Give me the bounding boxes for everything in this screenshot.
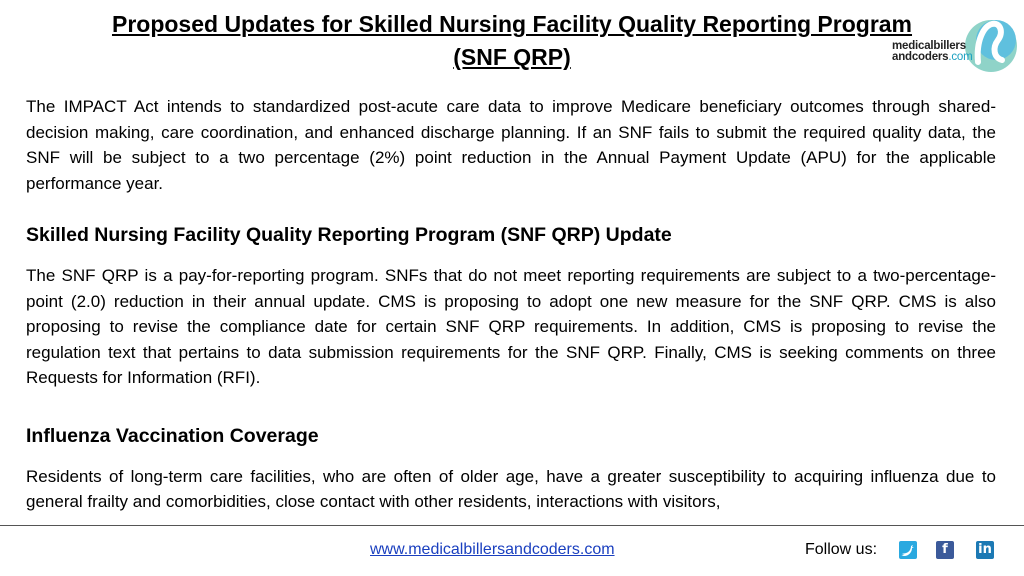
logo-wordmark	[892, 41, 972, 63]
logo-line1: medicalbillers	[892, 40, 966, 52]
logo-suffix: .com	[948, 51, 973, 63]
influenza-paragraph: Residents of long-term care facilities, who are often of older age, have a greater susceptibility to acquiring influenza due to general frailty and comorbidities, close contact with other residents, interactions with visitors,	[26, 466, 996, 511]
follow-us-label: Follow us:	[805, 541, 878, 558]
main-content	[26, 94, 996, 515]
section-heading-snf-qrp: Skilled Nursing Facility Quality Reporting Program (SNF QRP) Update	[26, 224, 672, 246]
section-heading-influenza: Influenza Vaccination Coverage	[26, 424, 319, 447]
company-logo	[892, 10, 1018, 72]
page-title: Proposed Updates for Skilled Nursing Facility Quality Reporting Program (SNF QRP)	[111, 11, 913, 70]
website-link[interactable]: www.medicalbillersandcoders.com	[370, 541, 615, 558]
twitter-icon[interactable]	[899, 541, 917, 559]
footer-divider	[0, 525, 1024, 526]
snf-qrp-paragraph: The SNF QRP is a pay-for-reporting program. SNFs that do not meet reporting requirements are subject to a two-percentage-point (2.0) reduction in their annual update. CMS is proposing to adopt one new measure for the SNF QRP. CMS is also proposing to revise the compliance date for certain SNF QRP requirements. In addition, CMS is proposing to revise the regulation text that pertains to data submission requirements for the SNF QRP. Finally, CMS is seeking comments on three Requests for Information (RFI).	[26, 266, 996, 387]
logo-line2: andcoders	[892, 51, 949, 63]
facebook-icon[interactable]: f	[936, 541, 954, 559]
linkedin-icon[interactable]: in	[976, 541, 994, 559]
intro-paragraph: The IMPACT Act intends to standardized post-acute care data to improve Medicare beneficiary outcomes through shared-decision making, care coordination, and enhanced discharge planning. If an SNF fails to submit the required quality data, the SNF will be subject to a two percentage (2%) point reduction in the Annual Payment Update (APU) for the applicable performance year.	[26, 97, 996, 193]
